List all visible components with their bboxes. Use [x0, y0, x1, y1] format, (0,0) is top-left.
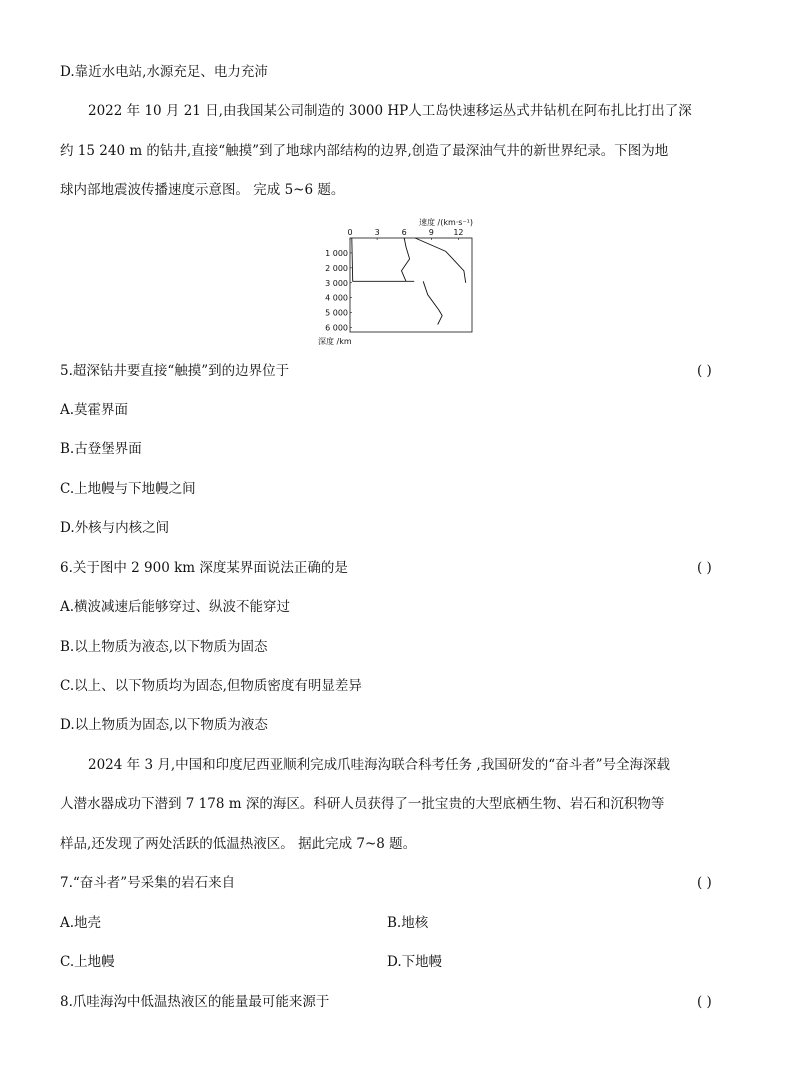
question-5-option-d: D.外核与内核之间 — [60, 520, 170, 536]
x-tick-label: 3 — [374, 228, 380, 237]
y-tick-label: 6 000 — [325, 323, 348, 333]
question-8-answer-bracket: ( ) — [697, 994, 712, 1010]
question-5-option-a: A.莫霍界面 — [60, 402, 129, 418]
x-tick-label: 6 — [401, 228, 407, 237]
x-tick-label: 9 — [428, 228, 434, 237]
question-6: 6.关于图中 2 900 km 深度某界面说法正确的是 — [60, 560, 348, 576]
question-8: 8.爪哇海沟中低温热液区的能量最可能来源于 — [60, 994, 330, 1010]
question-5-option-c: C.上地幔与下地幔之间 — [60, 481, 196, 497]
question-7-option-d: D.下地幔 — [387, 954, 443, 970]
question-6-answer-bracket: ( ) — [697, 560, 712, 576]
y-tick-label: 1 000 — [325, 248, 348, 258]
y-tick-label: 2 000 — [325, 263, 348, 273]
question-6-option-b: B.以上物质为液态,以下物质为固态 — [60, 639, 268, 655]
question-5-answer-bracket: ( ) — [697, 363, 712, 379]
question-6-option-c: C.以上、以下物质均为固态,但物质密度有明显差异 — [60, 678, 362, 694]
y-tick-label: 5 000 — [325, 308, 348, 318]
y-tick-label: 4 000 — [325, 293, 348, 303]
velocity-curve-2 — [402, 238, 410, 281]
question-5-option-b: B.古登堡界面 — [60, 441, 142, 457]
question-7-option-a: A.地壳 — [60, 915, 102, 931]
question-7: 7.“奋斗者”号采集的岩石来自 — [60, 875, 236, 891]
x-tick-label: 12 — [453, 228, 464, 237]
question-7-option-c: C.上地幔 — [60, 954, 115, 970]
question-5: 5.超深钻井要直接“触摸”到的边界位于 — [60, 363, 290, 379]
x-axis-label: 速度 /(km·s⁻¹) — [418, 218, 474, 227]
question-6-option-d: D.以上物质为固态,以下物质为液态 — [60, 717, 268, 733]
y-tick-label: 3 000 — [325, 278, 348, 288]
intro-passage-1-line-3: 球内部地震波传播速度示意图。 完成 5~6 题。 — [60, 182, 345, 198]
question-7-answer-bracket: ( ) — [697, 875, 712, 891]
velocity-curve-3 — [415, 238, 466, 283]
seismic-wave-velocity-chart — [318, 214, 478, 348]
plot-frame — [350, 238, 472, 332]
intro-passage-2-line-3: 样品,还发现了两处活跃的低温热液区。 据此完成 7~8 题。 — [60, 836, 417, 852]
intro-passage-2-line-2: 人潜水器成功下潜到 7 178 m 深的海区。科研人员获得了一批宝贵的大型底栖生物、岩石和沉积物等 — [60, 796, 665, 812]
question-6-option-a: A.横波减速后能够穿过、纵波不能穿过 — [60, 599, 291, 615]
chart-lines — [352, 238, 466, 325]
velocity-curve-1 — [352, 238, 414, 281]
velocity-curve-4 — [423, 281, 442, 324]
option-d-previous: D.靠近水电站,水源充足、电力充沛 — [60, 64, 268, 80]
question-7-option-b: B.地核 — [387, 915, 429, 931]
x-tick-label: 0 — [347, 228, 353, 237]
intro-passage-1-line-1: 2022 年 10 月 21 日,由我国某公司制造的 3000 HP人工岛快速移运丛式井钻机在阿布扎比打出了深 — [88, 103, 692, 119]
y-axis-label: 深度 /km — [318, 337, 352, 346]
intro-passage-1-line-2: 约 15 240 m 的钻井,直接“触摸”到了地球内部结构的边界,创造了最深油气井的新世界纪录。下图为地 — [60, 143, 669, 159]
intro-passage-2-line-1: 2024 年 3 月,中国和印度尼西亚顺利完成爪哇海沟联合科考任务 ,我国研发的“奋斗者”号全海深载 — [88, 757, 670, 773]
